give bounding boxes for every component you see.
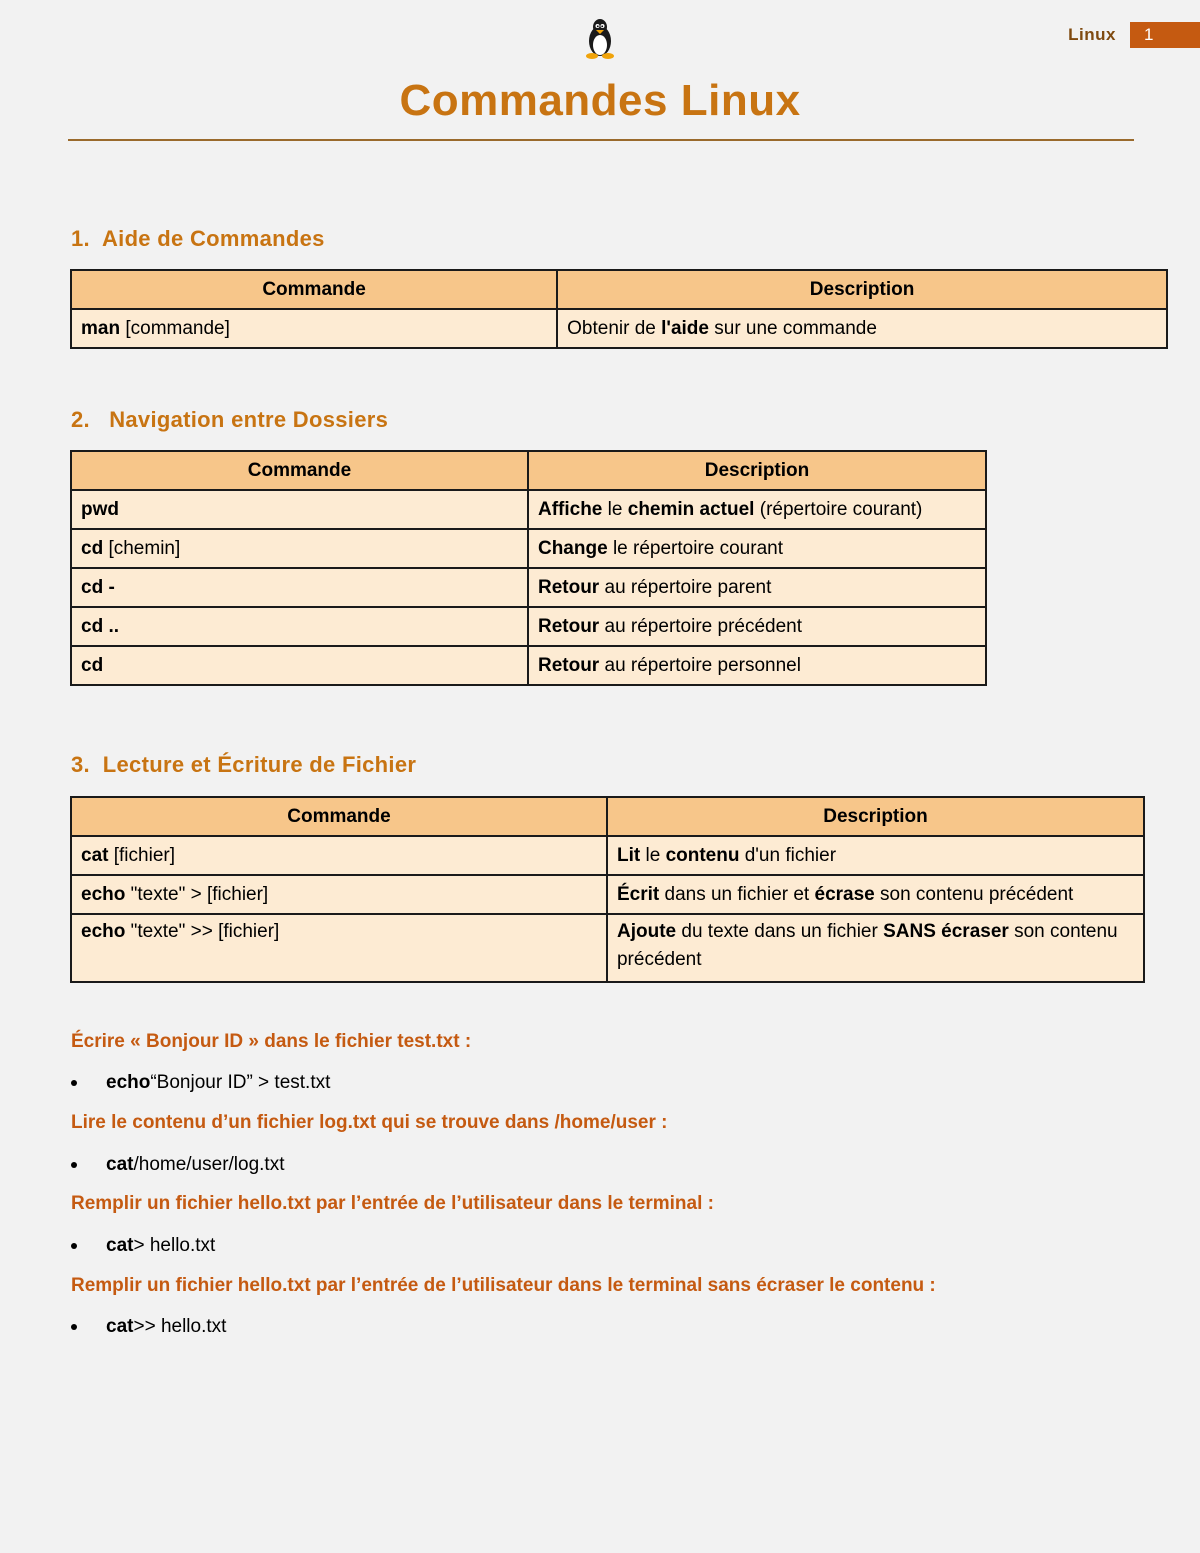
command-name: echo [81, 921, 126, 942]
command-cell [71, 836, 607, 875]
desc-text: son contenu précédent [616, 921, 1118, 970]
command-cell [71, 568, 528, 607]
section-heading-1 [71, 226, 325, 252]
description-cell [528, 490, 986, 529]
page-header [1068, 22, 1200, 48]
header-label: Linux [1068, 25, 1116, 44]
description-cell [607, 836, 1144, 875]
command-name: echo [106, 1072, 151, 1093]
command-name: cat [106, 1235, 134, 1256]
description-cell [528, 568, 986, 607]
command-name: cat [106, 1316, 134, 1337]
desc-keyword: écrase [814, 883, 875, 905]
command-name: cd .. [81, 615, 120, 637]
command-args: [commande] [120, 317, 230, 339]
desc-text: d'un fichier [739, 844, 837, 866]
command-args: [fichier] [108, 844, 175, 866]
column-header-description: Description [557, 270, 1167, 309]
desc-keyword: l'aide [661, 317, 709, 339]
example-heading: Remplir un fichier hello.txt par l’entrée de l’utilisateur dans le terminal sans écraser le contenu : [71, 1275, 936, 1296]
table-row [71, 490, 986, 529]
desc-keyword: Retour [537, 654, 600, 676]
command-cell [71, 309, 557, 348]
tux-penguin-icon [580, 17, 620, 61]
desc-keyword: Retour [537, 576, 600, 598]
command-args: > hello.txt [133, 1235, 216, 1256]
table-row [71, 529, 986, 568]
column-header-description: Description [607, 797, 1144, 836]
table-row [71, 607, 986, 646]
bullet-dot [71, 1243, 77, 1249]
desc-text: le répertoire courant [607, 537, 783, 559]
table-row [71, 646, 986, 685]
section-title: Lecture et Écriture de Fichier [102, 752, 417, 777]
list-item [71, 1072, 330, 1094]
description-cell [528, 646, 986, 685]
desc-text: sur une commande [708, 317, 877, 339]
table-row [71, 836, 1144, 875]
command-args: "texte" >> [fichier] [125, 921, 280, 942]
table-row [71, 309, 1167, 348]
desc-text: du texte dans un fichier [676, 921, 884, 942]
table-row [71, 875, 1144, 914]
section-title: Navigation entre Dossiers [109, 407, 389, 432]
column-header-commande: Commande [71, 451, 528, 490]
column-header-description: Description [528, 451, 986, 490]
desc-text: au répertoire parent [599, 576, 772, 598]
command-args: "texte" > [fichier] [125, 883, 269, 905]
command-name: cat [106, 1154, 134, 1175]
table-lecture-ecriture [70, 796, 1145, 983]
description-cell [528, 529, 986, 568]
desc-keyword: Retour [537, 615, 600, 637]
table-aide-commandes [70, 269, 1168, 349]
table-row [71, 914, 1144, 982]
list-item [71, 1316, 226, 1338]
example-heading: Lire le contenu d’un fichier log.txt qui se trouve dans /home/user : [71, 1112, 668, 1133]
desc-text: le [640, 844, 666, 866]
table-header-row [71, 451, 986, 490]
section-heading-3 [71, 752, 416, 778]
list-item [71, 1235, 215, 1257]
table-row [71, 568, 986, 607]
desc-keyword: Écrit [616, 883, 660, 905]
bullet-dot [71, 1324, 77, 1330]
command-cell [71, 490, 528, 529]
command-name: echo [81, 883, 126, 905]
table-header-row [71, 797, 1144, 836]
bullet-dot [71, 1162, 77, 1168]
desc-keyword: Ajoute [616, 921, 677, 942]
desc-text: dans un fichier et [659, 883, 815, 905]
command-name: pwd [81, 498, 119, 520]
command-name: man [81, 317, 121, 339]
desc-text: le [602, 498, 628, 520]
desc-keyword: Lit [616, 844, 641, 866]
desc-keyword: contenu [665, 844, 740, 866]
desc-keyword: Change [537, 537, 608, 559]
description-cell [607, 875, 1144, 914]
column-header-commande: Commande [71, 270, 557, 309]
section-heading-2 [71, 407, 388, 433]
command-cell [71, 607, 528, 646]
desc-text: son contenu précédent [874, 883, 1074, 905]
desc-keyword: SANS écraser [883, 921, 1009, 942]
command-name: cd [81, 654, 104, 676]
command-args: [chemin] [103, 537, 181, 559]
command-name: cat [81, 844, 109, 866]
description-cell [557, 309, 1167, 348]
page-title: Commandes Linux [399, 76, 801, 125]
desc-text: Obtenir de [567, 317, 662, 339]
command-args: >> hello.txt [133, 1316, 227, 1337]
description-cell [607, 914, 1144, 982]
title-divider [68, 139, 1134, 141]
section-number: 1. [71, 226, 90, 251]
section-number: 2. [71, 407, 90, 432]
command-cell [71, 875, 607, 914]
command-args: “Bonjour ID” > test.txt [150, 1072, 331, 1093]
list-item [71, 1154, 285, 1176]
command-args: /home/user/log.txt [133, 1154, 285, 1175]
command-cell [71, 529, 528, 568]
desc-text: au répertoire précédent [599, 615, 803, 637]
page-number: 1 [1130, 22, 1200, 48]
command-name: cd [81, 537, 104, 559]
desc-keyword: Affiche [537, 498, 603, 520]
table-navigation [70, 450, 987, 686]
desc-keyword: chemin actuel [627, 498, 755, 520]
column-header-commande: Commande [71, 797, 607, 836]
table-header-row [71, 270, 1167, 309]
example-heading: Écrire « Bonjour ID » dans le fichier test.txt : [71, 1031, 472, 1052]
desc-text: (répertoire courant) [754, 498, 923, 520]
desc-text: au répertoire personnel [599, 654, 801, 676]
description-cell [528, 607, 986, 646]
bullet-dot [71, 1080, 77, 1086]
section-number: 3. [71, 752, 90, 777]
section-title: Aide de Commandes [101, 226, 325, 251]
example-heading: Remplir un fichier hello.txt par l’entrée de l’utilisateur dans le terminal : [71, 1193, 714, 1214]
command-cell [71, 646, 528, 685]
command-cell [71, 914, 607, 982]
command-name: cd - [81, 576, 115, 598]
